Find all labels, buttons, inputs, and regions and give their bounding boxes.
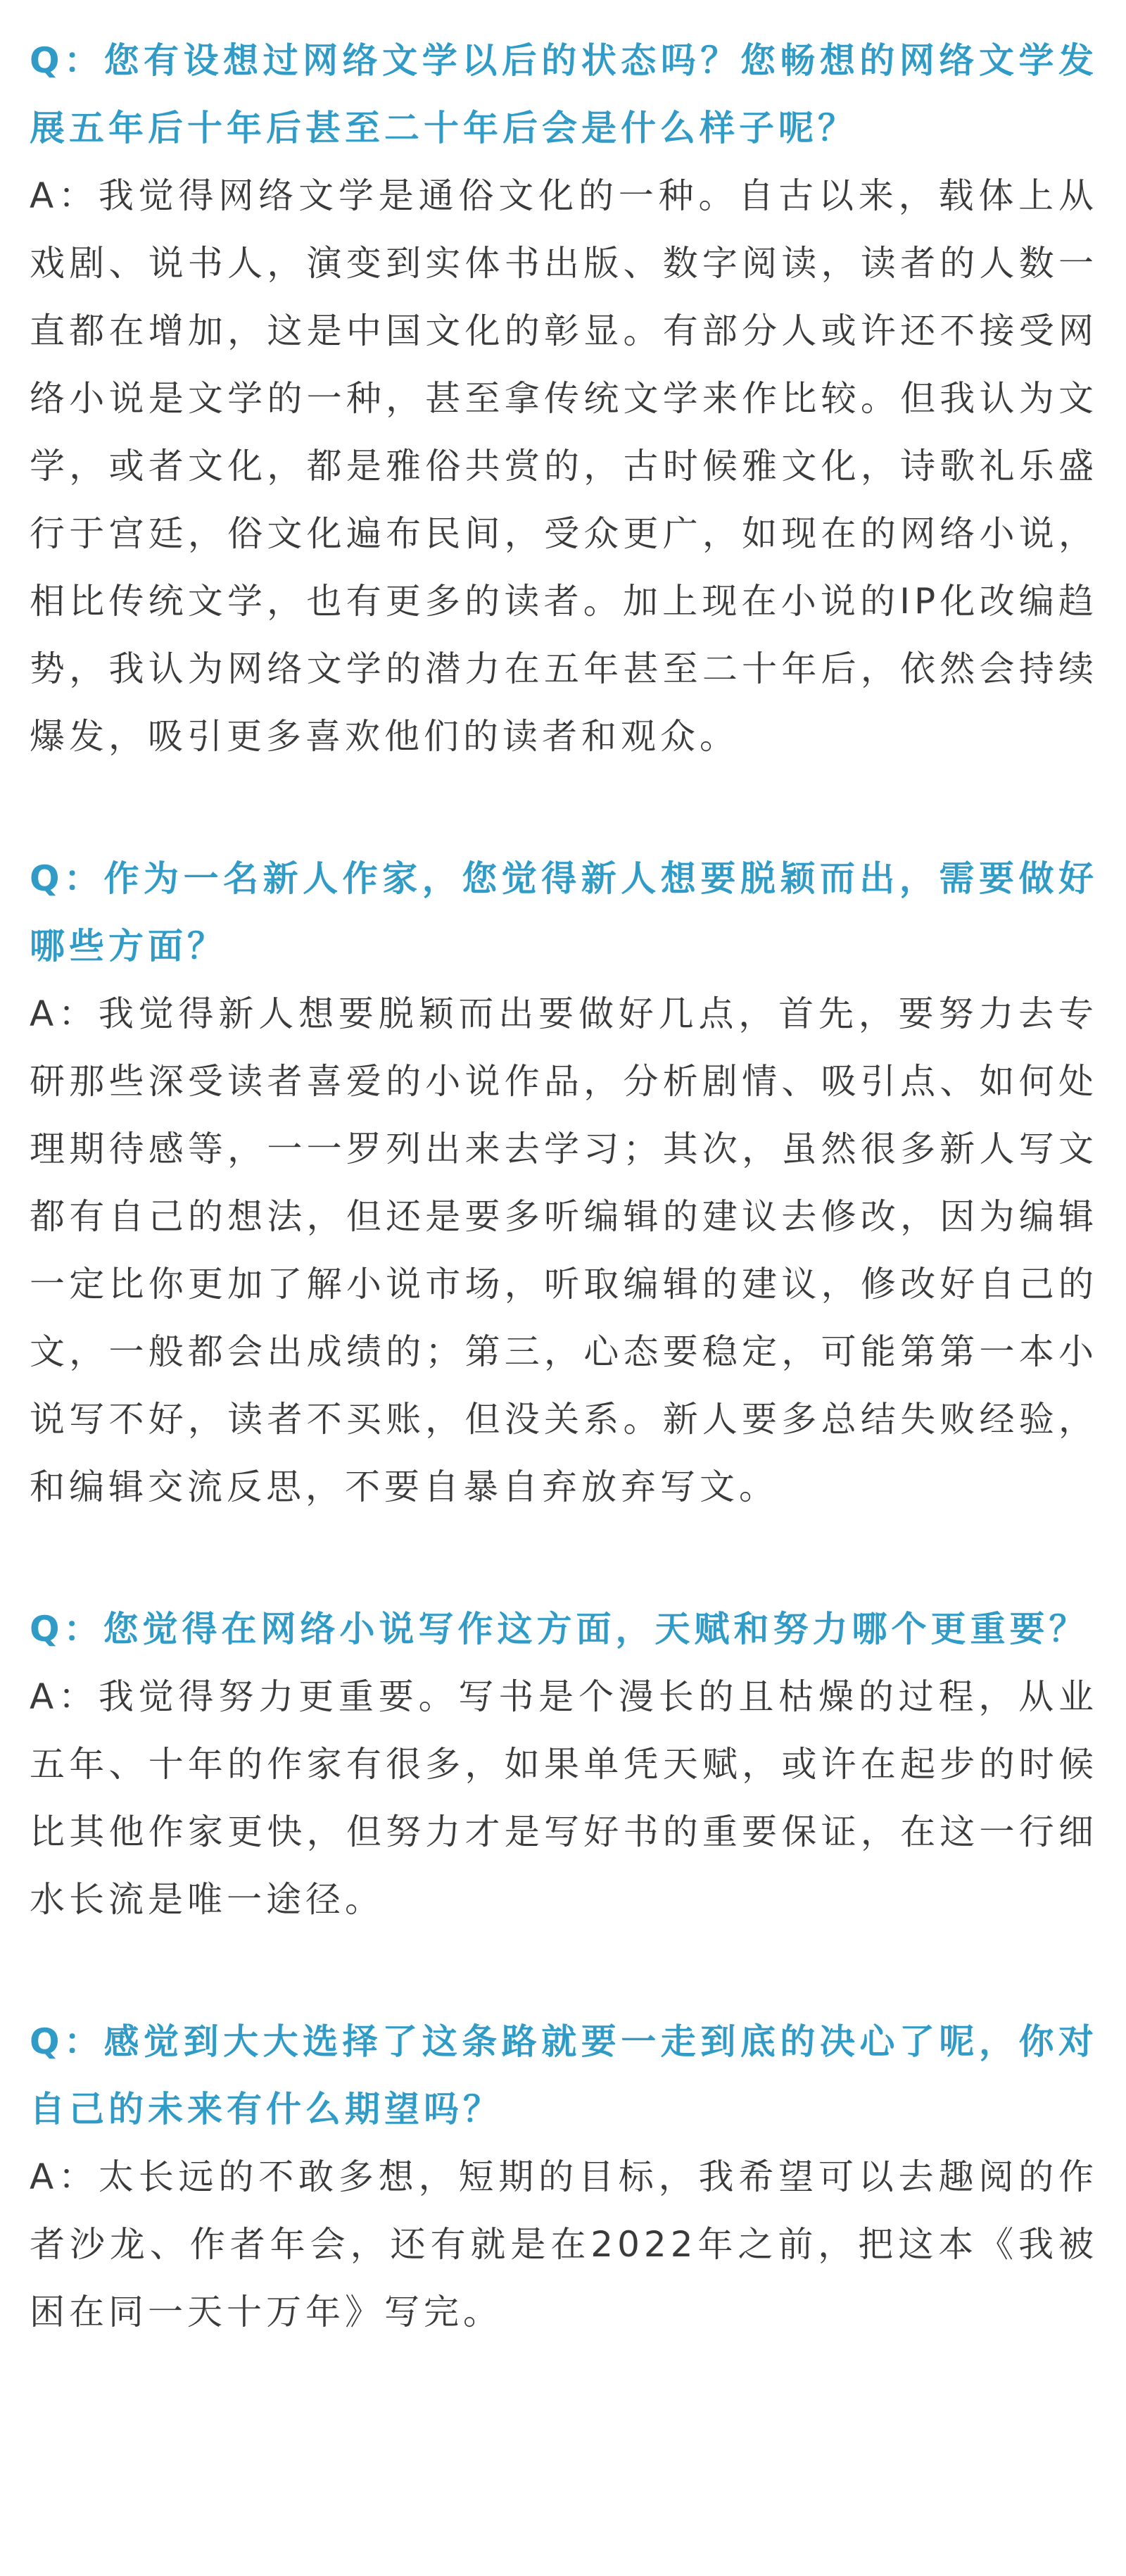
answer-text: A：我觉得新人想要脱颖而出要做好几点，首先，要努力去专研那些深受读者喜爱的小说作品，分析剧情、吸引点、如何处理期待感等，一一罗列出来去学习；其次，虽然很多新人写文都有自己的想法，但还是要多听编辑的建议去修改，因为编辑一定比你更加了解小说市场，听取编辑的建议，修改好自己的文，一般都会出成绩的；第三，心态要稳定，可能第第一本小说写不好，读者不买账，但没关系。新人要多总结失败经验，和编辑交流反思，不要自暴自弃放弃写文。	[30, 993, 1098, 1507]
question-text: Q：作为一名新人作家，您觉得新人想要脱颖而出，需要做好哪些方面？	[30, 858, 1098, 967]
answer-text: A：太长远的不敢多想，短期的目标，我希望可以去趣阅的作者沙龙、作者年会，还有就是在2022年之前，把这本《我被困在同一天十万年》写完。	[30, 2156, 1098, 2332]
qa-item-2	[30, 845, 1098, 1521]
qa-item-4	[30, 2008, 1098, 2346]
qa-item-1	[30, 27, 1098, 770]
answer-text: A：我觉得网络文学是通俗文化的一种。自古以来，载体上从戏剧、说书人，演变到实体书出版、数字阅读，读者的人数一直都在增加，这是中国文化的彰显。有部分人或许还不接受网络小说是文学的一种，甚至拿传统文学来作比较。但我认为文学，或者文化，都是雅俗共赏的，古时候雅文化，诗歌礼乐盛行于宫廷，俗文化遍布民间，受众更广，如现在的网络小说，相比传统文学，也有更多的读者。加上现在小说的IP化改编趋势，我认为网络文学的潜力在五年甚至二十年后，依然会持续爆发，吸引更多喜欢他们的读者和观众。	[30, 175, 1098, 757]
qa-item-3	[30, 1595, 1098, 1933]
question-text: Q：感觉到大大选择了这条路就要一走到底的决心了呢，你对自己的未来有什么期望吗？	[30, 2021, 1098, 2130]
question-text: Q：您觉得在网络小说写作这方面，天赋和努力哪个更重要？	[30, 1609, 1089, 1650]
answer-text: A：我觉得努力更重要。写书是个漫长的且枯燥的过程，从业五年、十年的作家有很多，如果单凭天赋，或许在起步的时候比其他作家更快，但努力才是写好书的重要保证，在这一行细水长流是唯一途径。	[30, 1676, 1098, 1920]
question-text: Q：您有设想过网络文学以后的状态吗？您畅想的网络文学发展五年后十年后甚至二十年后会是什么样子呢？	[30, 40, 1098, 149]
